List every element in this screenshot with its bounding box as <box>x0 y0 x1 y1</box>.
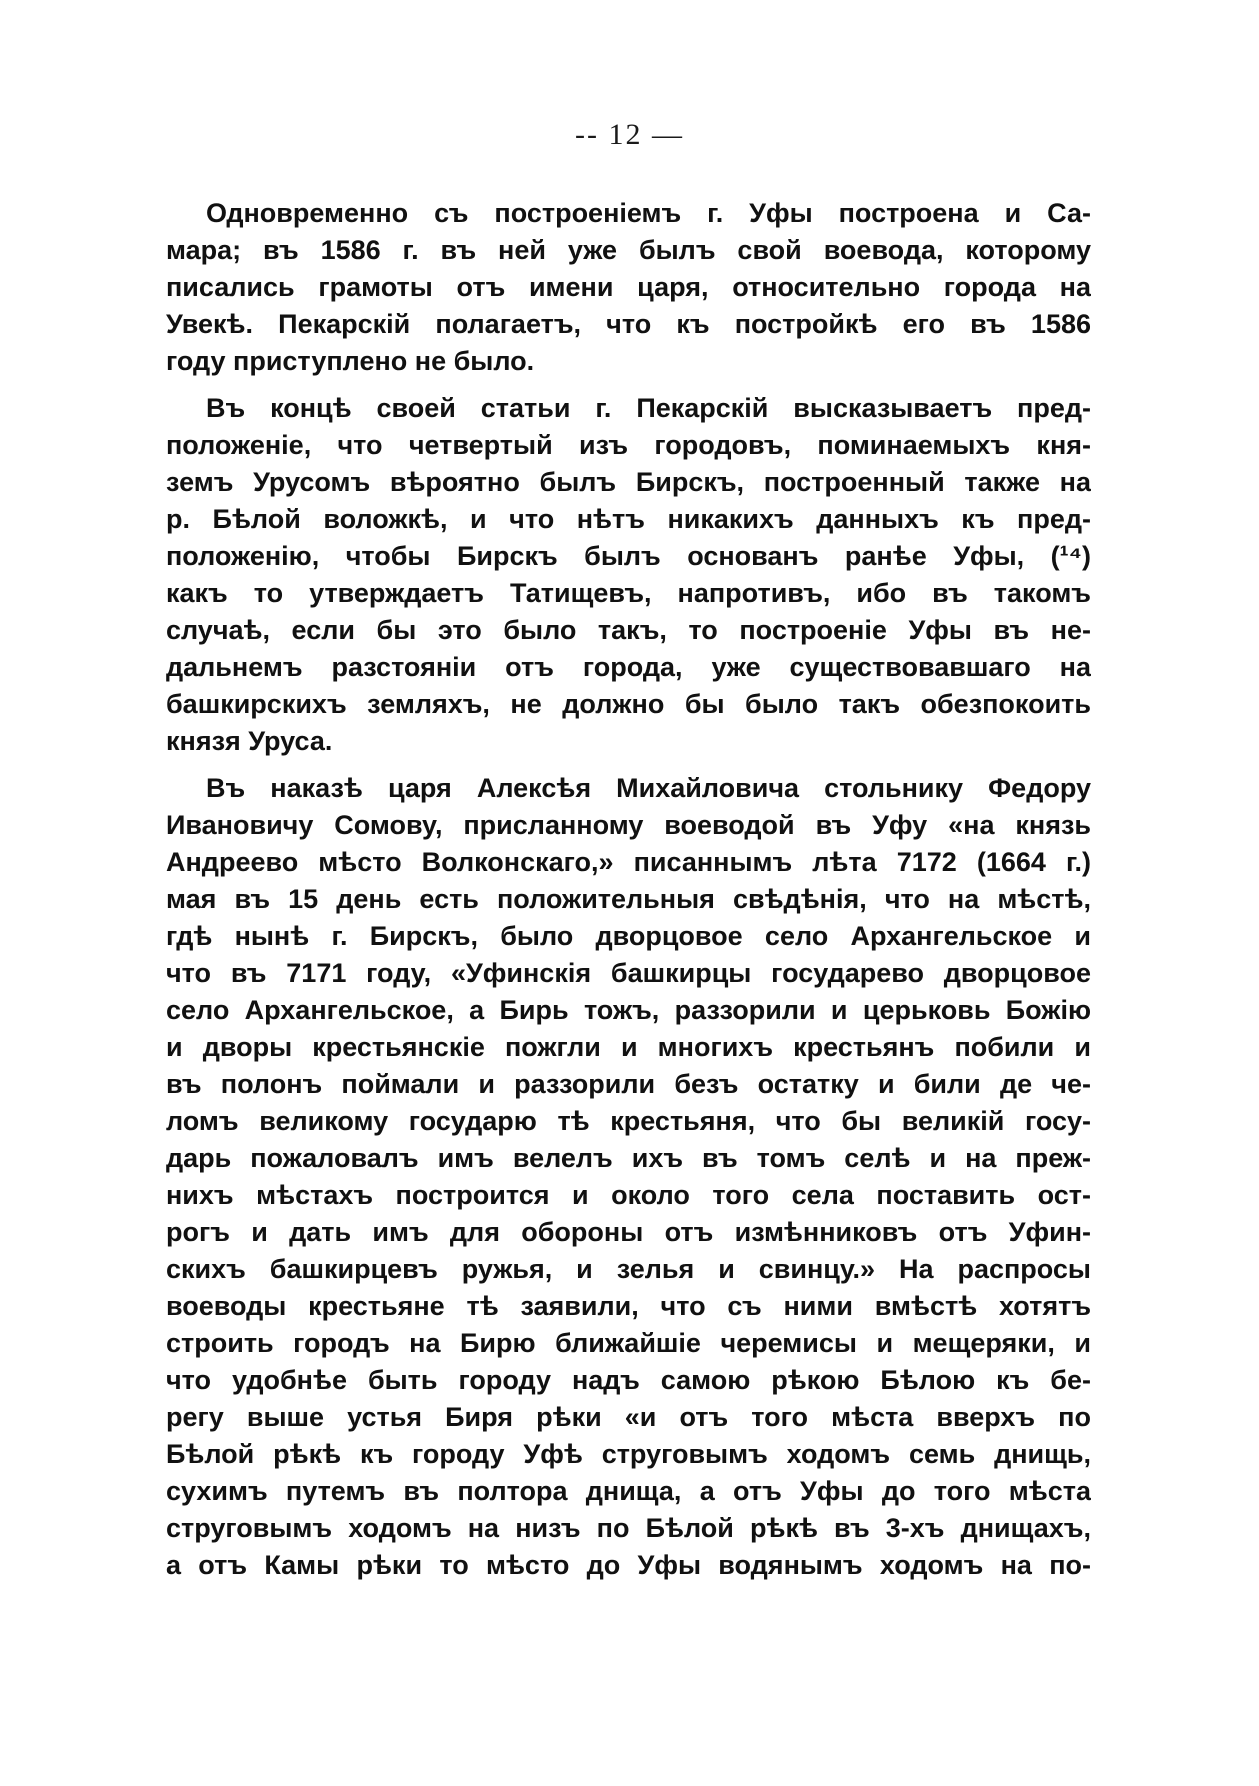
text-line: сухимъ путемъ въ полтора днища, а отъ Уфы до того мѣста <box>166 1476 1091 1506</box>
text-line: башкирскихъ земляхъ, не должно бы было такъ обезпокоить <box>166 689 1091 719</box>
text-line: Ивановичу Сомову, присланному воеводой въ Уфу «на князь <box>166 810 1091 840</box>
text-line: Въ наказѣ царя Алексѣя Михайловича стольнику Федору <box>206 773 1091 803</box>
text-line: и дворы крестьянскіе пожгли и многихъ крестьянъ побили и <box>166 1032 1091 1062</box>
text-line: Увекѣ. Пекарскій полагаетъ, что къ постройкѣ его въ 1586 <box>166 309 1091 339</box>
text-line: рогъ и дать имъ для обороны отъ измѣнниковъ отъ Уфин- <box>166 1217 1091 1247</box>
text-line: положеніе, что четвертый изъ городовъ, поминаемыхъ кня- <box>166 430 1091 460</box>
text-line: Въ концѣ своей статьи г. Пекарскій высказываетъ пред- <box>206 393 1091 423</box>
text-line: князя Уруса. <box>166 726 333 756</box>
text-line: Одновременно съ построеніемъ г. Уфы построена и Са- <box>206 198 1091 228</box>
text-line: писались грамоты отъ имени царя, относительно города на <box>166 272 1091 302</box>
page-number: -- 12 — <box>575 118 684 151</box>
text-line: строить городъ на Бирю ближайшіе черемисы и мещеряки, и <box>166 1328 1091 1358</box>
body-text <box>166 195 1091 1594</box>
text-line: р. Бѣлой воложкѣ, и что нѣтъ никакихъ данныхъ къ пред- <box>166 504 1091 534</box>
text-line: Бѣлой рѣкѣ къ городу Уфѣ струговымъ ходомъ семь днищь, <box>166 1439 1091 1469</box>
text-line: земъ Урусомъ вѣроятно былъ Бирскъ, построенный также на <box>166 467 1091 497</box>
text-line: что удобнѣе быть городу надъ самою рѣкою Бѣлою къ бе- <box>166 1365 1091 1395</box>
text-line: а отъ Камы рѣки то мѣсто до Уфы водянымъ ходомъ на по- <box>166 1550 1091 1580</box>
text-line: что въ 7171 году, «Уфинскія башкирцы государево дворцовое <box>166 958 1091 988</box>
text-line: ломъ великому государю тѣ крестьяня, что бы великій госу- <box>166 1106 1091 1136</box>
text-line: Андреево мѣсто Волконскаго,» писаннымъ лѣта 7172 (1664 г.) <box>166 847 1091 877</box>
text-line: скихъ башкирцевъ ружья, и зелья и свинцу.» На распросы <box>166 1254 1091 1284</box>
text-line: регу выше устья Биря рѣки «и отъ того мѣста вверхъ по <box>166 1402 1091 1432</box>
text-line: село Архангельское, а Бирь тожъ, раззорили и церьковь Божію <box>166 995 1091 1025</box>
text-line: положенію, чтобы Бирскъ былъ основанъ ранѣе Уфы, (¹⁴) <box>166 541 1091 571</box>
text-line: гдѣ нынѣ г. Бирскъ, было дворцовое село Архангельское и <box>166 921 1091 951</box>
text-line: мара; въ 1586 г. въ ней уже былъ свой воевода, которому <box>166 235 1091 265</box>
text-line: струговымъ ходомъ на низъ по Бѣлой рѣкѣ въ 3-хъ днищахъ, <box>166 1513 1091 1543</box>
text-line: случаѣ, если бы это было такъ, то построеніе Уфы въ не- <box>166 615 1091 645</box>
paragraph-1 <box>166 195 1091 380</box>
paragraph-3 <box>166 770 1091 1584</box>
text-line: въ полонъ поймали и раззорили безъ остатку и били де че- <box>166 1069 1091 1099</box>
text-line: дальнемъ разстояніи отъ города, уже существовавшаго на <box>166 652 1091 682</box>
text-line: дарь пожаловалъ имъ велелъ ихъ въ томъ селѣ и на преж- <box>166 1143 1091 1173</box>
text-line: какъ то утверждаетъ Татищевъ, напротивъ, ибо въ такомъ <box>166 578 1091 608</box>
paragraph-2 <box>166 390 1091 760</box>
text-line: нихъ мѣстахъ построится и около того села поставить ост- <box>166 1180 1091 1210</box>
text-line: мая въ 15 день есть положительныя свѣдѣнія, что на мѣстѣ, <box>166 884 1091 914</box>
text-line: воеводы крестьяне тѣ заявили, что съ ними вмѣстѣ хотятъ <box>166 1291 1091 1321</box>
text-line: году приступлено не было. <box>166 346 535 376</box>
